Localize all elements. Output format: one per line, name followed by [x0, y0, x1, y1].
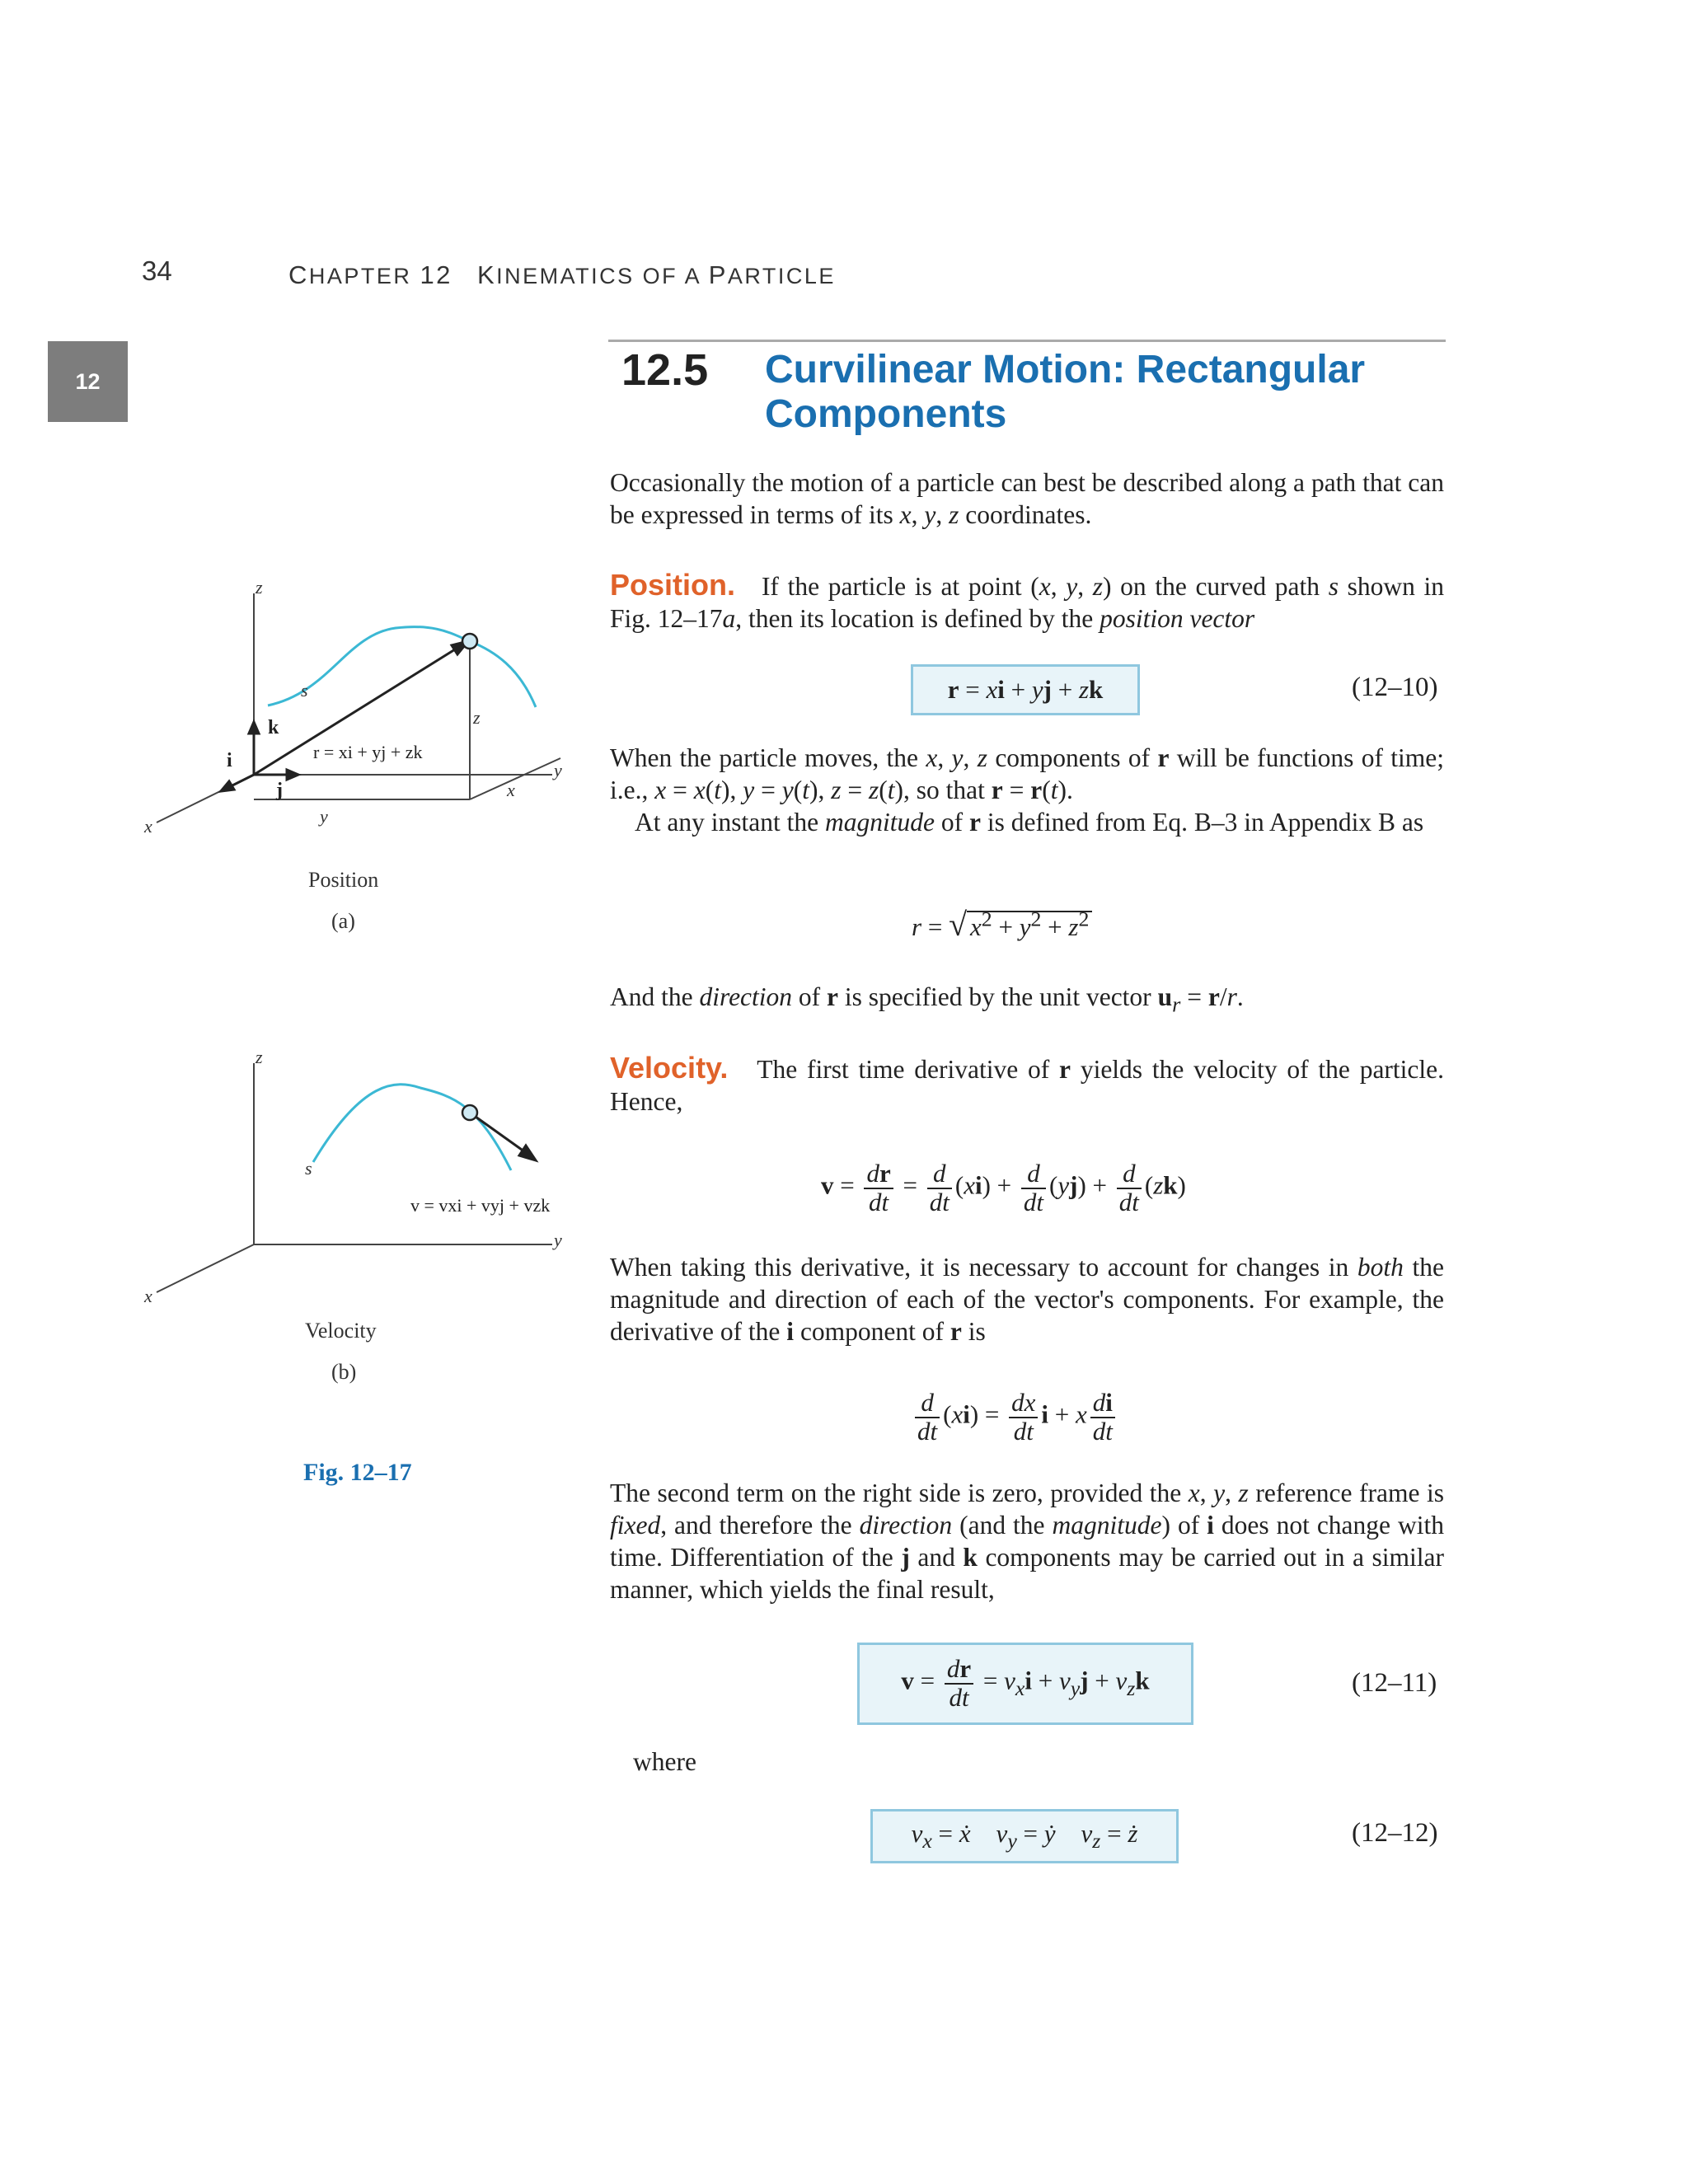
position-paragraph-2: When the particle moves, the x, y, z components of r will be functions of time; i.e., x = x(t), y = y(t), z = z(t), so that r = r(t). — [610, 743, 1445, 804]
equation-12-10: r = xi + yj + zk — [911, 664, 1140, 715]
equation-number-12-12: (12–12) — [1352, 1818, 1438, 1848]
page-number: 34 — [142, 255, 172, 286]
figure-b-title: Velocity — [305, 1319, 377, 1343]
velocity-paragraph: Velocity. The first time derivative of r yields the velocity of the particle. Hence, — [610, 1051, 1445, 1116]
y-coordinate-label: y — [320, 806, 328, 827]
running-header: CHAPTER 12 KINEMATICS OF A PARTICLE — [288, 260, 836, 289]
particle-point — [462, 634, 477, 649]
position-vector-label: r = xi + yj + zk — [313, 742, 423, 762]
equation-number-12-11: (12–11) — [1352, 1668, 1437, 1698]
position-paragraph-3: At any instant the magnitude of r is defined from Eq. B–3 in Appendix B as — [635, 808, 1424, 837]
equation-number-12-10: (12–10) — [1352, 673, 1438, 702]
magnitude-equation: r = √ $x^2 + y^2 + z^2$ — [912, 905, 1092, 944]
x-axis-label: x — [144, 816, 152, 837]
i-derivative-equation: $\frac{d}{dt}$ (xi) = $\frac{dx}{dt}$ i + x $\frac{di}{dt}$ — [912, 1390, 1118, 1445]
figure-a-label: (a) — [331, 909, 355, 933]
equation-12-12: $v_x$ = ẋ $v_y$ = ẏ $v_z$ = ż — [870, 1809, 1179, 1863]
j-label: j — [276, 780, 283, 801]
figure-b-label: (b) — [331, 1360, 357, 1384]
where-label: where — [633, 1747, 696, 1776]
velocity-paragraph-2: When taking this derivative, it is necessary to account for changes in both the magnitude and direction of each of the vector's components. For example, the derivative of the i component of r is — [610, 1253, 1444, 1346]
z-axis-label: z — [256, 1047, 263, 1067]
velocity-vector-label: v = vxi + vyj + vzk — [410, 1195, 551, 1216]
x-coordinate-label: x — [507, 780, 515, 800]
path-curve — [313, 1085, 511, 1170]
y-axis-label: y — [554, 1230, 562, 1250]
section-rule — [608, 340, 1446, 342]
path-s-label: s — [301, 680, 308, 701]
path-curve — [268, 627, 536, 707]
path-s-label: s — [305, 1158, 312, 1179]
k-label: k — [268, 717, 279, 738]
y-projection-line — [470, 758, 560, 799]
figure-12-17b — [124, 1047, 585, 1319]
position-paragraph: Position. If the particle is at point (x, y, z) on the curved path s shown in Fig. 12–17a, then its location is defined by the position vector — [610, 568, 1445, 633]
figure-caption: Fig. 12–17 — [303, 1459, 412, 1486]
velocity-vector-arrow — [519, 1146, 536, 1160]
section-title: Curvilinear Motion: Rectangular Components — [765, 348, 1366, 436]
velocity-paragraph-3: The second term on the right side is zero, provided the x, y, z reference frame is fixed, and therefore the direction (and the magnitude) of i does not change with time. Differentiation of the j and k components may be carried out in a similar manner, which yields the final result, — [610, 1479, 1444, 1604]
x-axis-line — [157, 1244, 254, 1292]
z-axis-label: z — [256, 577, 263, 598]
k-vector-arrow — [249, 722, 259, 733]
velocity-heading: Velocity. — [610, 1051, 729, 1085]
direction-sentence: And the direction of r is specified by the unit vector $u_r = r/r$. — [610, 982, 1244, 1017]
x-axis-label: x — [144, 1286, 152, 1306]
velocity-derivative-equation: v = $\frac{dr}{dt}$ = $\frac{d}{dt}$ (xi) + $\frac{d}{dt}$ (yj) + $\frac{d}{dt}$ (zk) — [821, 1159, 1186, 1216]
z-coordinate-label: z — [473, 707, 481, 728]
i-label: i — [227, 750, 232, 771]
section-number: 12.5 — [621, 345, 709, 395]
figure-12-17a — [124, 569, 585, 841]
y-axis-label: y — [554, 760, 562, 780]
figure-a-title: Position — [308, 868, 379, 892]
particle-point — [462, 1105, 477, 1120]
i-vector-arrow — [221, 781, 234, 791]
intro-paragraph: Occasionally the motion of a particle can best be described along a path that can be expressed in terms of its x, y, z coordinates. — [610, 468, 1444, 529]
chapter-tab: 12 — [48, 341, 128, 422]
position-heading: Position. — [610, 568, 735, 602]
equation-12-11: v = $\frac{dr}{dt}$ = $v_xi + v_yj + v_zk$ — [857, 1643, 1193, 1725]
j-vector-arrow — [287, 770, 298, 780]
